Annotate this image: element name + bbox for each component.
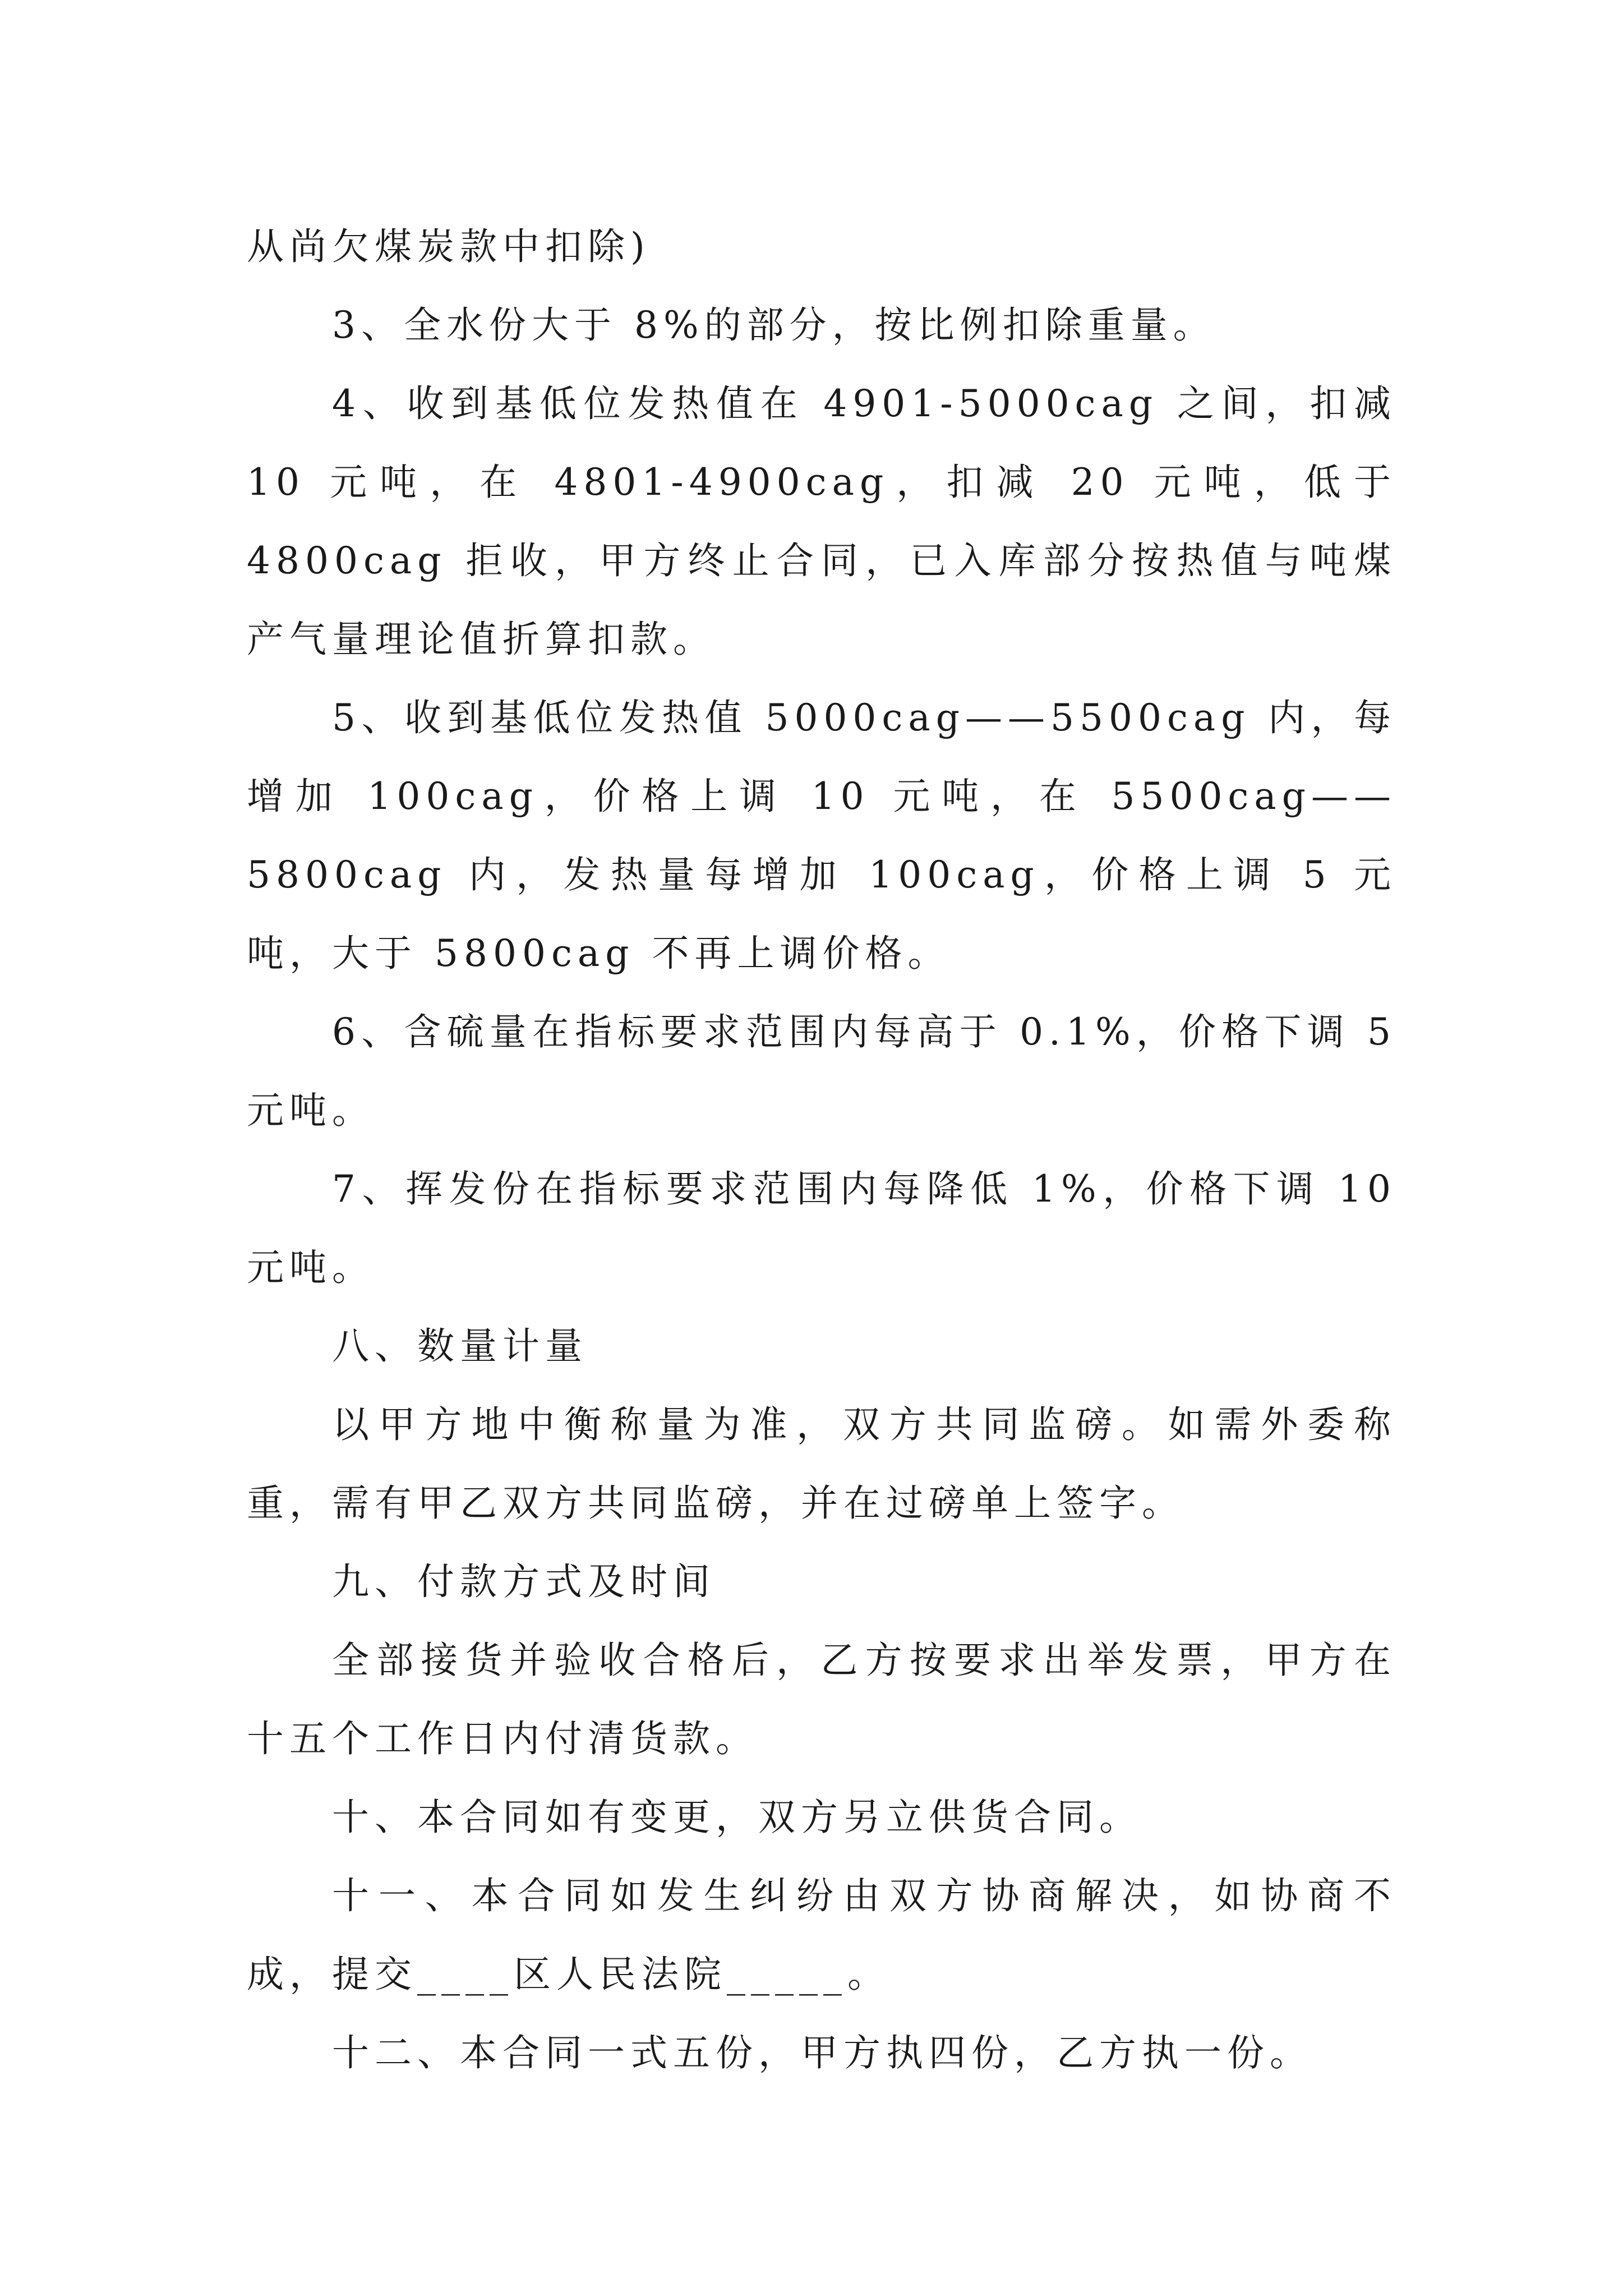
paragraph-clause-11: 十一、本合同如发生纠纷由双方协商解决，如协商不成，提交____区人民法院_____。	[247, 1874, 1396, 1996]
paragraph-payment: 全部接货并验收合格后，乙方按要求出举发票，甲方在十五个工作日内付清货款。	[247, 1639, 1396, 1760]
paragraph-deduction-note: 从尚欠煤炭款中扣除)	[247, 225, 651, 268]
paragraph-clause-5: 5、收到基低位发热值 5000cag——5500cag 内，每增加 100cag，价格上调 10 元吨，在 5500cag——5800cag 内，发热量每增加 100cag，价格上调 5 元吨，大于 5800cag 不再上调价格。	[247, 696, 1396, 975]
paragraph-clause-4: 4、收到基低位发热值在 4901-5000cag 之间，扣减 10 元吨，在 4801-4900cag，扣减 20 元吨，低于 4800cag 拒收，甲方终止合同，已入库部分按热值与吨煤产气量理论值折算扣款。	[247, 382, 1414, 661]
document-body	[247, 208, 1414, 2092]
section-heading-payment: 九、付款方式及时间	[332, 1560, 716, 1603]
paragraph-clause-12: 十二、本合同一式五份，甲方执四份，乙方执一份。	[332, 2031, 1312, 2074]
section-heading-quantity: 八、数量计量	[332, 1324, 588, 1368]
paragraph-clause-6: 6、含硫量在指标要求范围内每高于 0.1%，价格下调 5 元吨。	[247, 1010, 1414, 1132]
paragraph-quantity: 以甲方地中衡称量为准，双方共同监磅。如需外委称重，需有甲乙双方共同监磅，并在过磅单上签字。	[247, 1403, 1396, 1525]
paragraph-clause-3: 3、全水份大于 8%的部分，按比例扣除重量。	[332, 303, 1216, 347]
paragraph-clause-7: 7、挥发份在指标要求范围内每降低 1%，价格下调 10 元吨。	[247, 1167, 1414, 1289]
paragraph-clause-10: 十、本合同如有变更，双方另立供货合同。	[332, 1796, 1142, 1839]
